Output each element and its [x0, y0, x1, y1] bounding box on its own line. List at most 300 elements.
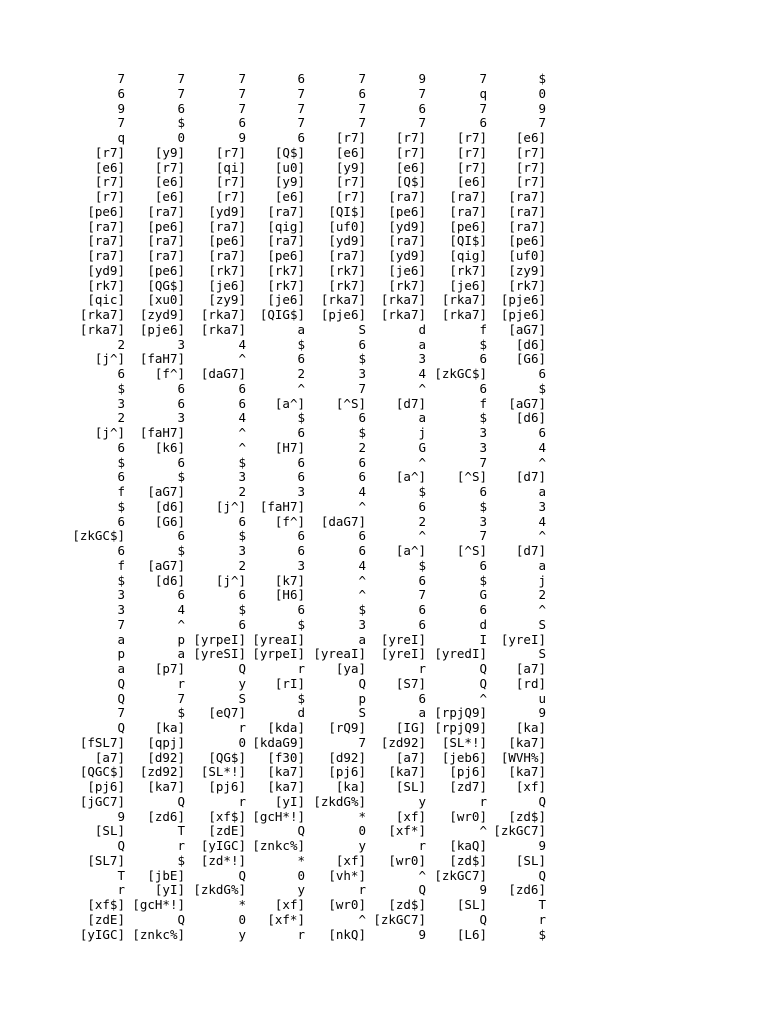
- grid-cell: [xf]: [395, 808, 426, 824]
- grid-cell: r: [177, 838, 185, 853]
- grid-cell: [SL]: [515, 852, 546, 868]
- grid-cell: 4: [538, 439, 546, 455]
- grid-cell: 6: [479, 380, 487, 396]
- grid-cell: r: [418, 661, 426, 676]
- grid-cell: [daG7]: [320, 513, 366, 529]
- grid-row: [0, 102, 560, 117]
- grid-row: [0, 810, 560, 825]
- grid-cell: [^S]: [335, 395, 366, 411]
- grid-cell: [zd$]: [508, 808, 546, 824]
- grid-cell: T: [177, 823, 185, 839]
- grid-cell: $: [117, 454, 125, 470]
- grid-row: [0, 633, 560, 648]
- grid-cell: [aG7]: [147, 557, 185, 573]
- grid-cell: [rk7]: [87, 277, 125, 293]
- grid-cell: 6: [177, 395, 185, 411]
- grid-cell: [uf0]: [328, 218, 366, 234]
- grid-cell: [aG7]: [508, 321, 546, 337]
- grid-cell: ^: [238, 351, 246, 367]
- grid-cell: [xf*]: [388, 823, 426, 839]
- grid-cell: 3: [177, 410, 185, 426]
- grid-cell: $: [479, 336, 487, 352]
- grid-cell: 6: [238, 513, 246, 529]
- grid-cell: [rk7]: [388, 277, 426, 293]
- grid-cell: [je6]: [449, 277, 487, 293]
- grid-cell: $: [538, 71, 546, 86]
- grid-cell: 0: [358, 823, 366, 839]
- grid-cell: Q: [177, 793, 185, 809]
- grid-cell: 3: [479, 425, 487, 440]
- grid-cell: ^: [358, 587, 366, 603]
- grid-cell: r: [238, 793, 246, 809]
- grid-cell: [rka7]: [200, 321, 246, 337]
- grid-cell: I: [479, 631, 487, 647]
- grid-cell: [rpjQ9]: [434, 705, 487, 721]
- grid-cell: [f^]: [154, 366, 185, 381]
- grid-cell: Q: [117, 838, 125, 853]
- grid-cell: [pje6]: [139, 321, 185, 337]
- grid-cell: 3: [479, 439, 487, 455]
- grid-cell: [zkGC$]: [72, 528, 125, 544]
- grid-cell: ^: [538, 528, 546, 544]
- grid-cell: [zkGC7]: [434, 867, 487, 883]
- grid-cell: 7: [177, 71, 185, 86]
- grid-cell: 6: [117, 543, 125, 558]
- grid-cell: [ra7]: [267, 203, 305, 219]
- grid-cell: [QG$]: [147, 277, 185, 293]
- grid-cell: a: [177, 646, 185, 662]
- grid-row: [0, 854, 560, 869]
- grid-cell: [yd9]: [87, 262, 125, 278]
- grid-cell: 7: [177, 690, 185, 706]
- grid-cell: [jGC7]: [79, 793, 125, 809]
- grid-row: [0, 928, 560, 943]
- grid-cell: a: [538, 484, 546, 499]
- grid-cell: [rpjQ9]: [434, 720, 487, 735]
- grid-cell: [xf$]: [208, 808, 246, 824]
- grid-cell: [r7]: [456, 159, 487, 175]
- grid-cell: $: [177, 705, 185, 721]
- grid-cell: [rka7]: [441, 307, 487, 322]
- grid-cell: 6: [297, 454, 305, 470]
- grid-cell: [xf]: [515, 779, 546, 794]
- grid-cell: [e6]: [515, 130, 546, 145]
- grid-cell: [ka]: [515, 720, 546, 735]
- grid-cell: [yd9]: [388, 218, 426, 234]
- grid-cell: [vh*]: [328, 867, 366, 883]
- grid-cell: d: [418, 321, 426, 337]
- grid-cell: [aG7]: [508, 395, 546, 411]
- grid-cell: Q: [177, 911, 185, 927]
- grid-row: [0, 751, 560, 766]
- grid-cell: 7: [117, 616, 125, 632]
- grid-cell: [zy9]: [208, 292, 246, 308]
- grid-cell: 7: [479, 100, 487, 116]
- grid-cell: [k6]: [154, 439, 185, 455]
- grid-cell: [yreI]: [380, 646, 426, 662]
- grid-cell: ^: [479, 823, 487, 839]
- grid-cell: S: [538, 616, 546, 632]
- grid-row: [0, 249, 560, 264]
- grid-cell: T: [538, 897, 546, 912]
- grid-row: [0, 706, 560, 721]
- grid-cell: $: [297, 690, 305, 706]
- grid-cell: [IG]: [395, 720, 426, 735]
- grid-cell: [r7]: [94, 144, 125, 160]
- grid-row: [0, 264, 560, 279]
- grid-cell: [qpj]: [147, 734, 185, 750]
- grid-cell: $: [479, 410, 487, 426]
- grid-cell: [rk7]: [508, 277, 546, 293]
- grid-cell: q: [479, 85, 487, 101]
- grid-cell: 0: [297, 867, 305, 883]
- grid-cell: [ka7]: [508, 734, 546, 750]
- grid-cell: [ra7]: [388, 189, 426, 204]
- grid-cell: 3: [177, 336, 185, 352]
- grid-row: [0, 898, 560, 913]
- grid-row: [0, 441, 560, 456]
- grid-cell: ^: [479, 690, 487, 706]
- grid-cell: [yd9]: [208, 203, 246, 219]
- grid-cell: T: [117, 867, 125, 883]
- grid-cell: 3: [297, 557, 305, 573]
- grid-cell: $: [177, 469, 185, 485]
- grid-cell: [jbE]: [147, 867, 185, 883]
- grid-cell: f: [117, 557, 125, 573]
- grid-cell: r: [117, 882, 125, 898]
- grid-cell: [ra7]: [147, 233, 185, 249]
- grid-cell: [r7]: [456, 144, 487, 160]
- grid-cell: [e6]: [335, 144, 366, 160]
- grid-cell: 6: [117, 439, 125, 455]
- grid-cell: r: [418, 838, 426, 853]
- grid-cell: [aG7]: [147, 484, 185, 499]
- grid-cell: [yrpeI]: [193, 631, 246, 647]
- grid-row: [0, 338, 560, 353]
- grid-cell: [pje6]: [320, 307, 366, 322]
- grid-cell: $: [297, 336, 305, 352]
- grid-cell: 3: [358, 616, 366, 632]
- grid-cell: [yIGC]: [79, 926, 125, 942]
- grid-cell: [yd9]: [388, 248, 426, 263]
- grid-cell: 2: [238, 484, 246, 499]
- grid-row: [0, 323, 560, 338]
- grid-cell: Q: [238, 867, 246, 883]
- grid-cell: 0: [177, 130, 185, 145]
- grid-cell: 7: [297, 85, 305, 101]
- grid-row: [0, 588, 560, 603]
- grid-cell: [QI$]: [328, 203, 366, 219]
- grid-cell: 3: [297, 484, 305, 499]
- grid-cell: 4: [238, 410, 246, 426]
- grid-cell: [e6]: [456, 174, 487, 190]
- grid-cell: 6: [358, 410, 366, 426]
- grid-cell: [e6]: [395, 159, 426, 175]
- grid-cell: [H7]: [274, 439, 305, 455]
- grid-cell: a: [117, 661, 125, 676]
- grid-cell: 9: [238, 130, 246, 145]
- grid-cell: 2: [297, 366, 305, 381]
- grid-cell: [a7]: [395, 749, 426, 765]
- grid-cell: [ya]: [335, 661, 366, 676]
- grid-cell: [fSL7]: [79, 734, 125, 750]
- grid-cell: 3: [117, 395, 125, 411]
- grid-cell: [j^]: [94, 351, 125, 367]
- grid-cell: 3: [538, 498, 546, 514]
- grid-cell: $: [538, 380, 546, 396]
- grid-cell: [yd9]: [328, 233, 366, 249]
- grid-cell: r: [297, 661, 305, 676]
- grid-cell: [zkdG%]: [193, 882, 246, 898]
- grid-cell: [pe6]: [147, 262, 185, 278]
- grid-cell: [k7]: [274, 572, 305, 588]
- grid-cell: 2: [238, 557, 246, 573]
- grid-cell: 7: [479, 71, 487, 86]
- grid-cell: 6: [418, 572, 426, 588]
- grid-cell: 4: [538, 513, 546, 529]
- grid-cell: $: [418, 484, 426, 499]
- grid-cell: 6: [297, 130, 305, 145]
- grid-cell: 6: [479, 557, 487, 573]
- grid-cell: [rka7]: [79, 307, 125, 322]
- grid-cell: [SL7]: [87, 852, 125, 868]
- grid-cell: [kdaG9]: [252, 734, 305, 750]
- grid-cell: ^: [418, 380, 426, 396]
- grid-cell: Q: [358, 675, 366, 691]
- grid-cell: [ra7]: [388, 233, 426, 249]
- grid-cell: $: [117, 572, 125, 588]
- grid-cell: [r7]: [335, 174, 366, 190]
- grid-cell: [pe6]: [208, 233, 246, 249]
- grid-cell: [faH7]: [139, 351, 185, 367]
- grid-cell: [r7]: [335, 189, 366, 204]
- grid-cell: 6: [418, 602, 426, 617]
- grid-cell: [znkc%]: [252, 838, 305, 853]
- grid-cell: 9: [117, 100, 125, 116]
- grid-cell: [zkdG%]: [313, 793, 366, 809]
- grid-row: [0, 397, 560, 412]
- grid-cell: [j^]: [94, 425, 125, 440]
- grid-cell: 4: [418, 366, 426, 381]
- grid-cell: [xu0]: [147, 292, 185, 308]
- grid-row: [0, 780, 560, 795]
- grid-cell: 6: [358, 528, 366, 544]
- grid-cell: f: [479, 395, 487, 411]
- grid-cell: [y9]: [154, 144, 185, 160]
- grid-cell: ^: [538, 454, 546, 470]
- grid-cell: [ka7]: [388, 764, 426, 780]
- grid-cell: [pe6]: [388, 203, 426, 219]
- grid-cell: [zkGC7]: [493, 823, 546, 839]
- grid-cell: [yI]: [274, 793, 305, 809]
- grid-cell: $: [238, 602, 246, 617]
- grid-cell: [pje6]: [500, 307, 546, 322]
- grid-cell: [zdE]: [87, 911, 125, 927]
- grid-cell: 3: [238, 469, 246, 485]
- grid-cell: ^: [177, 616, 185, 632]
- grid-cell: $: [418, 557, 426, 573]
- grid-cell: [ka]: [154, 720, 185, 735]
- grid-cell: 7: [238, 100, 246, 116]
- grid-cell: [yreaI]: [252, 631, 305, 647]
- grid-cell: 6: [297, 543, 305, 558]
- grid-cell: [pje6]: [500, 292, 546, 308]
- grid-row: [0, 618, 560, 633]
- grid-cell: ^: [238, 439, 246, 455]
- grid-row: [0, 824, 560, 839]
- grid-row: [0, 913, 560, 928]
- grid-cell: ^: [418, 454, 426, 470]
- grid-cell: [a^]: [395, 469, 426, 485]
- grid-cell: [gcH*!]: [252, 808, 305, 824]
- grid-row: [0, 308, 560, 323]
- grid-cell: $: [479, 572, 487, 588]
- grid-cell: 0: [238, 734, 246, 750]
- grid-cell: [yrpeI]: [252, 646, 305, 662]
- grid-cell: [ra7]: [508, 189, 546, 204]
- grid-cell: [a^]: [274, 395, 305, 411]
- grid-cell: ^: [418, 867, 426, 883]
- grid-cell: 7: [418, 85, 426, 101]
- grid-row: [0, 647, 560, 662]
- grid-cell: [xf]: [274, 897, 305, 912]
- grid-cell: [r7]: [215, 144, 246, 160]
- grid-cell: [^S]: [456, 543, 487, 558]
- grid-cell: [zyd9]: [139, 307, 185, 322]
- grid-cell: 6: [297, 602, 305, 617]
- grid-cell: [qic]: [87, 292, 125, 308]
- grid-cell: [zkGC$]: [434, 366, 487, 381]
- grid-cell: Q: [479, 675, 487, 691]
- grid-cell: 3: [479, 513, 487, 529]
- grid-cell: y: [418, 793, 426, 809]
- grid-cell: ^: [358, 572, 366, 588]
- grid-cell: [pe6]: [449, 218, 487, 234]
- grid-cell: [rk7]: [328, 262, 366, 278]
- grid-cell: 7: [117, 115, 125, 131]
- grid-cell: [rk7]: [267, 262, 305, 278]
- grid-cell: 7: [418, 587, 426, 603]
- grid-row: [0, 662, 560, 677]
- grid-cell: [zd92]: [139, 764, 185, 780]
- grid-cell: [yIGC]: [200, 838, 246, 853]
- grid-cell: [rk7]: [328, 277, 366, 293]
- grid-cell: 3: [238, 543, 246, 558]
- grid-cell: 6: [479, 115, 487, 131]
- grid-cell: 6: [238, 616, 246, 632]
- grid-cell: [j^]: [215, 498, 246, 514]
- grid-cell: 7: [358, 380, 366, 396]
- grid-cell: [j^]: [215, 572, 246, 588]
- grid-cell: [wr0]: [328, 897, 366, 912]
- grid-cell: 2: [538, 587, 546, 603]
- grid-cell: 6: [418, 690, 426, 706]
- grid-row: [0, 692, 560, 707]
- grid-row: [0, 544, 560, 559]
- grid-cell: 6: [358, 469, 366, 485]
- grid-cell: 3: [418, 351, 426, 367]
- grid-cell: [rka7]: [441, 292, 487, 308]
- grid-row: [0, 352, 560, 367]
- grid-cell: y: [238, 675, 246, 691]
- grid-cell: 6: [177, 454, 185, 470]
- grid-cell: $: [117, 380, 125, 396]
- grid-cell: [SL]: [94, 823, 125, 839]
- grid-cell: y: [238, 926, 246, 942]
- grid-cell: *: [238, 897, 246, 912]
- grid-cell: [ra7]: [87, 248, 125, 263]
- grid-cell: [SL*!]: [441, 734, 487, 750]
- grid-cell: *: [297, 852, 305, 868]
- grid-cell: *: [358, 808, 366, 824]
- grid-cell: [ra7]: [147, 248, 185, 263]
- grid-cell: [r7]: [154, 159, 185, 175]
- grid-cell: Q: [117, 690, 125, 706]
- grid-cell: $: [297, 410, 305, 426]
- grid-cell: 6: [479, 484, 487, 499]
- grid-cell: [QG$]: [208, 749, 246, 765]
- grid-cell: [d6]: [515, 336, 546, 352]
- grid-cell: 2: [117, 336, 125, 352]
- grid-cell: 2: [358, 439, 366, 455]
- grid-row: [0, 736, 560, 751]
- grid-cell: 7: [358, 100, 366, 116]
- grid-cell: r: [358, 882, 366, 898]
- grid-cell: [rk7]: [208, 262, 246, 278]
- grid-cell: [L6]: [456, 926, 487, 942]
- grid-cell: [je6]: [388, 262, 426, 278]
- grid-cell: [nkQ]: [328, 926, 366, 942]
- grid-cell: 9: [418, 926, 426, 942]
- grid-cell: [r7]: [335, 130, 366, 145]
- grid-cell: ^: [238, 425, 246, 440]
- grid-cell: a: [358, 631, 366, 647]
- grid-cell: [zd7]: [449, 779, 487, 794]
- grid-cell: 6: [238, 380, 246, 396]
- grid-cell: 6: [479, 351, 487, 367]
- grid-cell: [r7]: [515, 144, 546, 160]
- grid-row: [0, 72, 560, 87]
- grid-cell: 7: [117, 71, 125, 86]
- grid-cell: d: [479, 616, 487, 632]
- grid-cell: 7: [238, 71, 246, 86]
- grid-cell: [r7]: [515, 159, 546, 175]
- grid-cell: [eQ7]: [208, 705, 246, 721]
- grid-cell: [e6]: [154, 174, 185, 190]
- grid-row: [0, 220, 560, 235]
- grid-cell: [^S]: [456, 469, 487, 485]
- grid-row: [0, 161, 560, 176]
- grid-cell: 6: [358, 85, 366, 101]
- grid-cell: 7: [297, 100, 305, 116]
- grid-cell: [faH7]: [139, 425, 185, 440]
- grid-cell: u: [538, 690, 546, 706]
- grid-cell: $: [297, 616, 305, 632]
- grid-cell: [yreSI]: [193, 646, 246, 662]
- grid-cell: [u0]: [274, 159, 305, 175]
- grid-cell: [SL]: [395, 779, 426, 794]
- grid-cell: [zd$]: [388, 897, 426, 912]
- grid-cell: 6: [418, 498, 426, 514]
- grid-cell: f: [117, 484, 125, 499]
- grid-cell: [ka7]: [508, 764, 546, 780]
- grid-cell: 6: [297, 425, 305, 440]
- grid-cell: a: [297, 321, 305, 337]
- grid-row: [0, 367, 560, 382]
- grid-cell: [SL*!]: [200, 764, 246, 780]
- grid-cell: [yreaI]: [313, 646, 366, 662]
- grid-cell: [QIG$]: [259, 307, 305, 322]
